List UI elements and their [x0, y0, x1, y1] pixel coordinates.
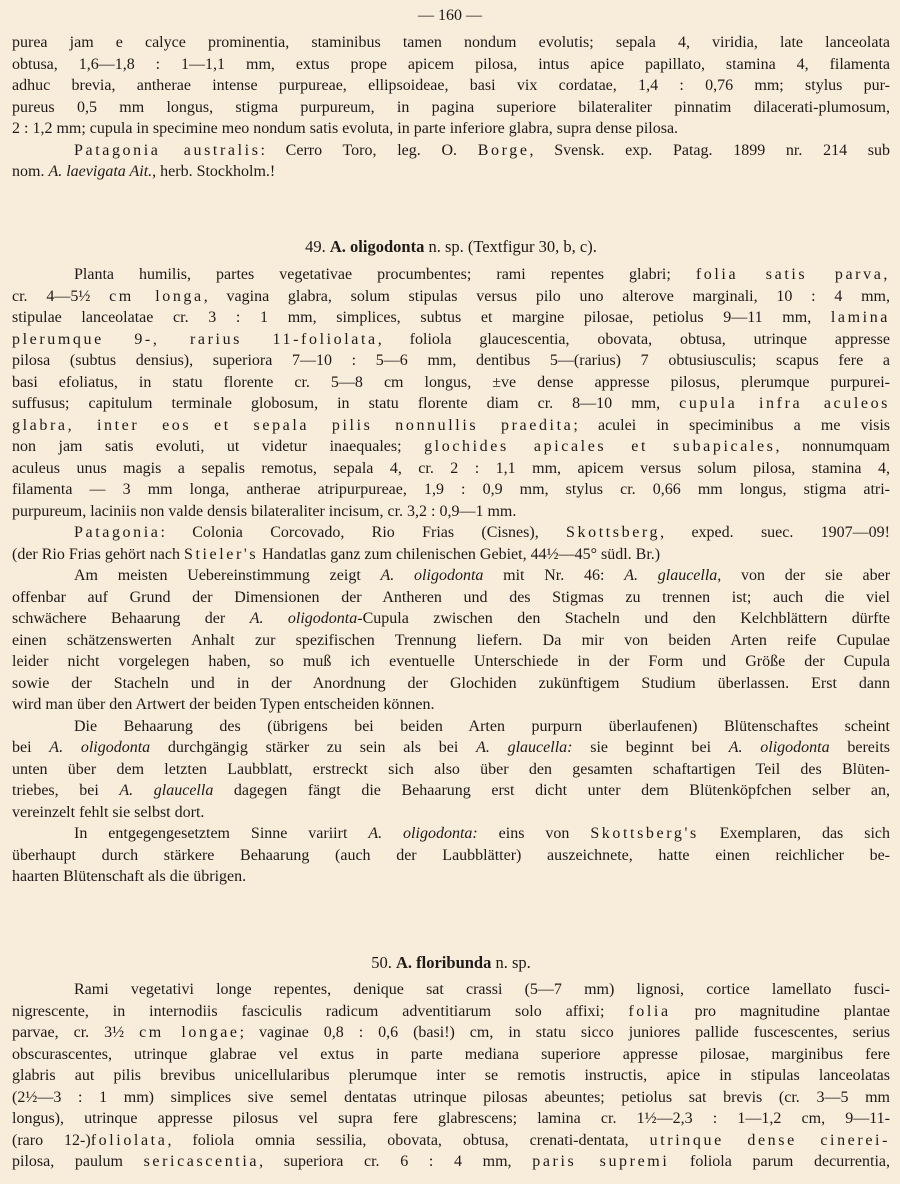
text-run: basi efoliatus, in statu florente cr. 5—8 cm longus, ±ve dense appresse pilosus, plerumque purpurei- [12, 373, 890, 391]
text-line [12, 565, 890, 587]
italic-taxon-name: A. glaucella [119, 782, 214, 799]
text-line [12, 780, 890, 802]
text-run: ; vaginae 0,8 : 0,6 (basi!) cm, in statu sicco juniores pallide fuscescentes, serius [239, 1024, 890, 1041]
text-line [12, 979, 890, 1001]
text-line [12, 393, 890, 415]
spaced-emphasis: folia [628, 1002, 671, 1020]
text-line [12, 161, 890, 183]
spaced-emphasis: Stieler's [183, 545, 259, 563]
italic-taxon-name: A. glaucella [624, 567, 718, 584]
text-run: , foliola omnia sessilia, obovata, obtusa, crenati-dentata, [167, 1131, 650, 1149]
text-line [12, 716, 890, 738]
text-run: Die Behaarung des (übrigens bei beiden Arten purpurn überlaufenen) Blütenschaftes scheint [74, 717, 890, 735]
text-run: purea jam e calyce prominentia, staminibus tamen nondum evolutis; sepala 4, viridia, late lanceolata [12, 34, 890, 51]
spaced-emphasis: foliolata [90, 1131, 168, 1149]
text-run: In entgegengesetztem Sinne variirt [74, 825, 369, 842]
text-line [12, 329, 890, 351]
text-line [12, 286, 890, 308]
paragraph [12, 140, 890, 183]
text-run: , foliola glaucescentia, obovata, obtusa, utrinque appresse [377, 330, 890, 348]
text-run: überhaupt durch stärkere Behaarung (auch der Laubblätter) auszeichnete, hatte einen reichlicher be- [12, 846, 890, 864]
text-line [12, 350, 890, 372]
text-line [12, 866, 890, 888]
text-line [12, 415, 890, 437]
text-line [12, 694, 890, 716]
paragraph [12, 264, 890, 522]
text-run: , von der sie aber [717, 567, 890, 584]
text-line [12, 307, 890, 329]
text-run: vereinzelt fehlt sie selbst dort. [12, 803, 205, 821]
text-line [12, 140, 890, 162]
text-line [12, 118, 890, 140]
text-run: aculeus unus magis a sepalis remotus, sepala 4, cr. 2 : 1,1 mm, apicem versus solum pilosa, stamina 4, [12, 459, 890, 477]
text-run: pureus 0,5 mm longus, stigma purpureum, in pagina superiore bilateraliter pinnatim dilacerati-plumosum, [12, 98, 890, 116]
text-line [12, 673, 890, 695]
text-run: , herb. Stockholm.! [152, 163, 276, 180]
text-run: parvae, cr. 3½ [12, 1024, 140, 1041]
text-line [12, 75, 890, 97]
bold-species-name: A. oligodonta [329, 237, 425, 256]
text-run: : Colonia Corcovado, Rio Frias (Cisnes), [160, 524, 566, 541]
italic-taxon-name: A. laevigata Ait. [48, 163, 153, 180]
spaced-emphasis: Skottsberg's [590, 825, 699, 842]
italic-taxon-name: A. oligodonta [728, 739, 830, 756]
text-run: , superiora cr. 6 : 4 mm, [259, 1153, 533, 1170]
text-run: cr. 4—5½ [12, 287, 110, 305]
spaced-emphasis: plerumque 9-, rarius 11-foliolata [12, 330, 378, 348]
paragraph [12, 979, 890, 1173]
italic-taxon-name: A. oligodonta [380, 567, 484, 584]
text-line [12, 264, 890, 286]
text-line [12, 845, 890, 867]
text-run: triebes, bei [12, 782, 120, 799]
text-run: n. sp. [491, 953, 531, 972]
text-run: (2½—3 : 1 mm) simplices sive semel dentatas utrinque pilosas abeuntes; petiolus sat brevis (cr. 3—5 mm [12, 1088, 890, 1106]
text-run: 50. [371, 953, 396, 972]
text-line [12, 1022, 890, 1044]
paragraph [12, 32, 890, 140]
text-line [12, 436, 890, 458]
text-run: Planta humilis, partes vegetativae procumbentes; rami repentes glabri; [74, 266, 696, 283]
text-line [12, 759, 890, 781]
spaced-emphasis: Skottsberg [566, 524, 661, 541]
text-line [12, 1087, 890, 1109]
species-heading [12, 236, 890, 258]
text-run: bei [12, 739, 50, 756]
italic-taxon-name: A. oligodonta [49, 739, 151, 756]
text-run: 2 : 1,2 mm; cupula in specimine meo nondum satis evoluta, in parte inferiore glabra, supra dense pilosa. [12, 120, 679, 137]
bold-species-name: A. floribunda [395, 953, 492, 972]
text-run: -Cupula zwischen den Stacheln und den Kelchblättern dürfte [357, 610, 890, 627]
text-run: mit Nr. 46: [483, 567, 625, 584]
text-line [12, 587, 890, 609]
text-run: nom. [12, 163, 49, 180]
spaced-emphasis: Patagonia australis [74, 141, 261, 159]
text-run: Exemplaren, das sich [698, 825, 890, 842]
text-line [12, 97, 890, 119]
text-line [12, 1108, 890, 1130]
text-run: offenbar auf Grund der Dimensionen der Antheren und des Stigmas zu trennen ist; auch die viel [12, 588, 890, 606]
page-number: — 160 — [418, 7, 482, 24]
text-run: 49. [305, 237, 330, 256]
text-run: unten über dem letzten Laubblatt, erstreckt sich also über den gesamten schaftartigen Teil des Blüten- [12, 760, 890, 778]
text-run: schwächere Behaarung der [12, 610, 250, 627]
text-run: obtusa, 1,6—1,8 : 1—1,1 mm, extus prope apicem pilosa, intus apice papillato, stamina 4, filamenta [12, 55, 890, 73]
spaced-emphasis: paris supremi [532, 1153, 670, 1170]
italic-taxon-name: A. glaucella: [476, 739, 573, 756]
spaced-emphasis: sericascentia [143, 1153, 260, 1170]
text-run: sie beginnt bei [572, 739, 729, 756]
text-run: sowie der Stacheln und in der Anordnung der Glochiden zukünftigem Studium überlassen. Erst dann [12, 674, 890, 692]
text-run: obscurascentes, utrinque glabrae vel extus in parte mediana superiore appresse pilosae, marginibus fere [12, 1045, 890, 1063]
text-run: Handatlas ganz zum chilenischen Gebiet, 44½—45° südl. Br.) [258, 545, 661, 563]
text-run: durchgängig stärker zu sein als bei [150, 739, 477, 756]
text-run: longus), utrinque appresse pilosus vel supra fere glabrescens; lamina cr. 1½—2,3 : 1—1,2 cm, 9—11- [12, 1110, 890, 1127]
spaced-emphasis: utrinque dense cinerei- [649, 1131, 890, 1149]
text-run: , Svensk. exp. Patag. 1899 nr. 214 sub [529, 141, 890, 159]
text-run: leider nicht vorgelegen haben, so muß ich eventuelle Unterschiede in der Form und Größe der Cupula [12, 653, 890, 670]
spaced-emphasis: glabra, inter eos et sepala pilis nonnullis praedita [12, 416, 574, 434]
text-line [12, 544, 890, 566]
text-run: non jam satis evoluti, ut videtur inaequales; [12, 438, 425, 455]
text-run: , vagina glabra, solum stipulas versus pilo uno alterove marginali, 10 : 4 mm, [203, 287, 890, 305]
text-run: filamenta — 3 mm longa, antherae atripurpureae, 1,9 : 0,9 mm, stylus cr. 0,66 mm longus, stigma atri- [12, 481, 890, 498]
text-line [12, 32, 890, 54]
text-run: bereits [829, 739, 890, 756]
paragraph [12, 565, 890, 716]
text-line [12, 458, 890, 480]
text-run: dagegen fängt die Behaarung erst dicht unter dem Blütenköpfchen selber an, [213, 782, 890, 799]
text-run: stipulae lanceolatae cr. 3 : 1 mm, simplices, subtus et margine pilosae, petiolus 9—11 mm, [12, 309, 831, 326]
text-line [12, 501, 890, 523]
italic-taxon-name: A. oligodonta [249, 610, 358, 627]
text-run: adhuc brevia, antherae intense purpureae, ellipsoideae, basi vix cordatae, 1,4 : 0,76 mm; stylus pur- [12, 77, 890, 94]
text-run: suffusus; capitulum terminale globosum, in statu florente diam cr. 8—10 mm, [12, 395, 680, 412]
text-run: haarten Blütenschaft als die übrigen. [12, 868, 247, 885]
text-line [12, 1065, 890, 1087]
text-run: Am meisten Uebereinstimmung zeigt [74, 567, 381, 584]
text-line [12, 54, 890, 76]
text-run: : Cerro Toro, leg. O. [260, 141, 478, 159]
paragraph [12, 522, 890, 565]
text-run: Rami vegetativi longe repentes, denique sat crassi (5—7 mm) lignosi, cortice lamellato fusci- [74, 981, 890, 998]
text-run: foliola parum decurrentia, [669, 1153, 890, 1170]
text-line [12, 372, 890, 394]
text-run: pro magnitudine plantae [670, 1002, 890, 1020]
spaced-emphasis: cm longae [139, 1024, 240, 1041]
species-heading [12, 952, 890, 974]
spaced-emphasis: Patagonia [74, 524, 161, 541]
text-line [12, 522, 890, 544]
paragraph [12, 716, 890, 824]
text-run: eins von [477, 825, 591, 842]
spaced-emphasis: folia satis parva, [695, 266, 890, 283]
spaced-emphasis: cupula infra aculeos [679, 395, 890, 412]
text-line [12, 823, 890, 845]
text-run: (raro 12-) [12, 1131, 91, 1149]
text-run: (der Rio Frias gehört nach [12, 545, 184, 563]
text-run: purpureum, laciniis non valde densis bilateraliter incisum, cr. 3,2 : 0,9—1 mm. [12, 502, 517, 520]
text-run: einen schätzenswerten Anhalt zur spezifischen Trennung liefern. Da mir von beiden Arten reife Cupulae [12, 631, 890, 649]
text-run: , exped. suec. 1907—09! [660, 524, 890, 541]
text-run: , nonnumquam [775, 438, 890, 455]
page-body [12, 32, 890, 1173]
text-line [12, 630, 890, 652]
text-line [12, 1151, 890, 1173]
text-run: glabris aut pilis brevibus unicellularibus plerumque inter se remotis instructis, apice in stipulas lanceolatas [12, 1067, 890, 1084]
text-run: pilosa, paulum [12, 1153, 144, 1170]
italic-taxon-name: A. oligodonta: [368, 825, 478, 842]
text-run: pilosa (subtus densius), superiora 7—10 : 5—6 mm, dentibus 5—(rarius) 7 obtusiusculis; scapus fere a [12, 352, 890, 369]
text-run: ; aculei in speciminibus a me visis [573, 416, 890, 434]
text-line [12, 479, 890, 501]
spaced-emphasis: cm longa [109, 287, 204, 305]
text-run: n. sp. (Textfigur 30, b, c). [424, 237, 597, 256]
paragraph [12, 823, 890, 888]
text-line [12, 1001, 890, 1023]
text-line [12, 608, 890, 630]
text-line [12, 1044, 890, 1066]
text-line [12, 1130, 890, 1152]
text-line [12, 802, 890, 824]
spaced-emphasis: glochides apicales et subapicales [424, 438, 776, 455]
text-run: wird man über den Artwert der beiden Typen entscheiden können. [12, 696, 435, 713]
spaced-emphasis: lamina [830, 309, 890, 326]
text-line [12, 737, 890, 759]
text-line [12, 651, 890, 673]
text-run: nigrescente, in internodiis fasciculis radicum adventitiarum solo affixi; [12, 1002, 629, 1020]
spaced-emphasis: Borge [477, 141, 530, 159]
